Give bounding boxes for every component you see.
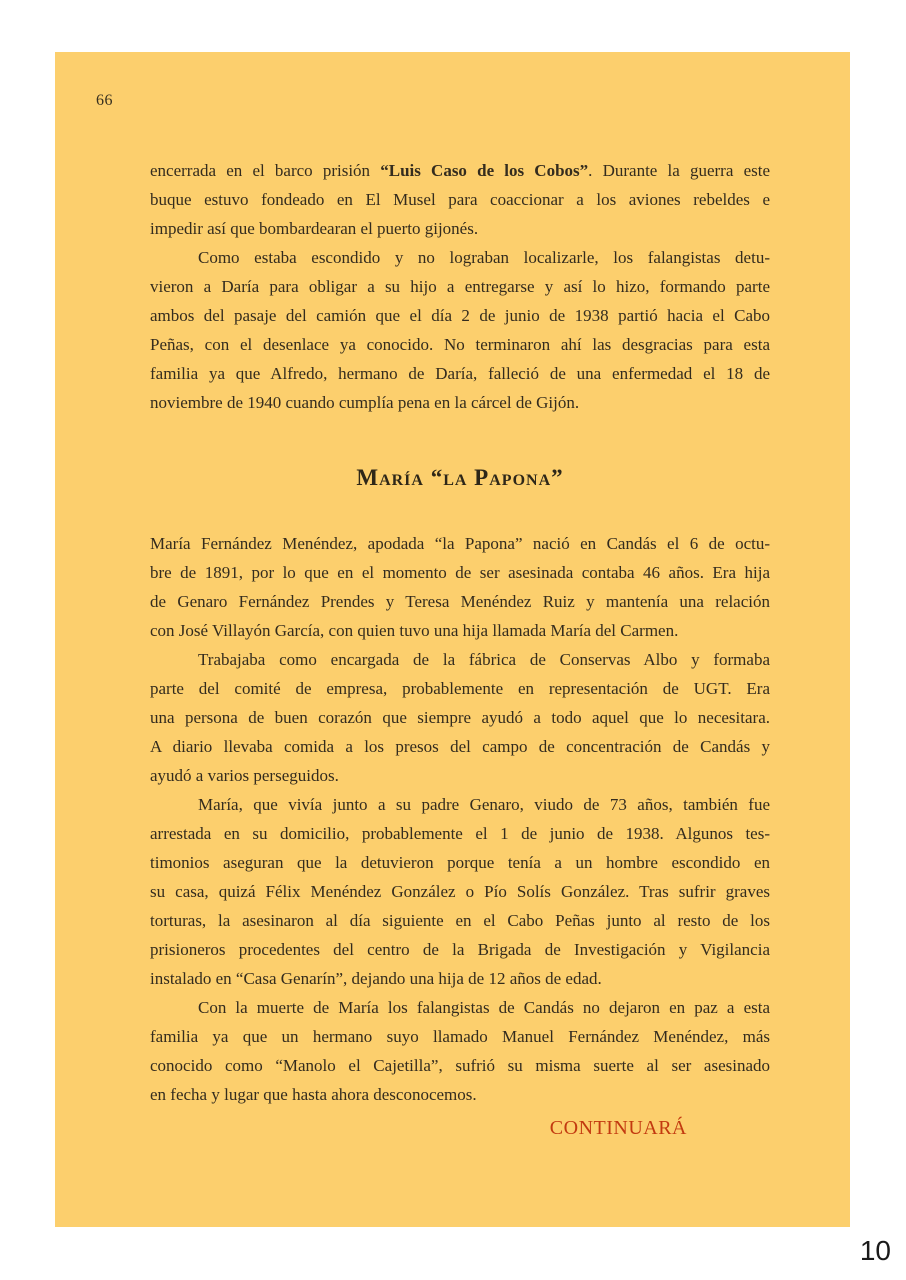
text-line: María Fernández Menéndez, apodada “la Papona” nació en Candás el 6 de octu- bbox=[150, 534, 770, 553]
text-line: Trabajaba como encargada de la fábrica de Conservas Albo y formaba bbox=[198, 650, 770, 669]
paragraph bbox=[150, 645, 770, 790]
text-line: timonios aseguran que la detuvieron porque tenía a un hombre escondido en bbox=[150, 853, 770, 872]
text-block bbox=[150, 156, 770, 1143]
text-line: instalado en “Casa Genarín”, dejando una hija de 12 años de edad. bbox=[150, 969, 602, 988]
text-segment: . Durante la guerra este bbox=[588, 161, 770, 180]
outer-page-number: 10 bbox=[859, 1235, 891, 1266]
page-number-folio: 66 bbox=[96, 92, 113, 109]
paragraph bbox=[150, 790, 770, 993]
text-line: noviembre de 1940 cuando cumplía pena en la cárcel de Gijón. bbox=[150, 393, 580, 412]
paragraph bbox=[150, 243, 770, 417]
paragraph bbox=[150, 529, 770, 645]
text-line: una persona de buen corazón que siempre ayudó a todo aquel que lo necesitara. bbox=[150, 708, 770, 727]
text-line: María, que vivía junto a su padre Genaro, viudo de 73 años, también fue bbox=[198, 795, 770, 814]
book-page-sheet bbox=[55, 52, 850, 1227]
text-line: bre de 1891, por lo que en el momento de ser asesinada contaba 46 años. Era hija bbox=[150, 563, 770, 582]
text-line: ambos del pasaje del camión que el día 2 de junio de 1938 partió hacia el Cabo bbox=[150, 306, 770, 325]
section-heading: María “la Papona” bbox=[356, 465, 564, 490]
text-line: A diario llevaba comida a los presos del campo de concentración de Candás y bbox=[150, 737, 770, 756]
text-line: arrestada en su domicilio, probablemente el 1 de junio de 1938. Algunos tes- bbox=[150, 824, 770, 843]
bold-text: “Luis Caso de los Cobos” bbox=[380, 161, 589, 180]
text-line: prisioneros procedentes del centro de la Brigada de Investigación y Vigilancia bbox=[150, 940, 770, 959]
text-line: su casa, quizá Félix Menéndez González o Pío Solís González. Tras sufrir graves bbox=[150, 882, 770, 901]
text-line: Como estaba escondido y no lograban localizarle, los falangistas detu- bbox=[198, 248, 770, 267]
text-line: impedir así que bombardearan el puerto gijonés. bbox=[150, 219, 479, 238]
text-segment: encerrada en el barco prisión bbox=[150, 161, 381, 180]
continuation-label: CONTINUARÁ bbox=[549, 1117, 687, 1139]
text-line: torturas, la asesinaron al día siguiente en el Cabo Peñas junto al resto de los bbox=[150, 911, 770, 930]
text-line: Peñas, con el desenlace ya conocido. No terminaron ahí las desgracias para esta bbox=[150, 335, 770, 354]
text-line: Con la muerte de María los falangistas de Candás no dejaron en paz a esta bbox=[198, 998, 770, 1017]
text-line: ayudó a varios perseguidos. bbox=[150, 766, 339, 785]
text-line: familia ya que un hermano suyo llamado Manuel Fernández Menéndez, más bbox=[150, 1027, 770, 1046]
text-line: conocido como “Manolo el Cajetilla”, sufrió su misma suerte al ser asesinado bbox=[150, 1056, 770, 1075]
text-line: en fecha y lugar que hasta ahora desconocemos. bbox=[150, 1085, 477, 1104]
text-line bbox=[150, 156, 770, 185]
text-line: con José Villayón García, con quien tuvo una hija llamada María del Carmen. bbox=[150, 621, 679, 640]
text-line: parte del comité de empresa, probablemente en representación de UGT. Era bbox=[150, 679, 770, 698]
text-line: de Genaro Fernández Prendes y Teresa Menéndez Ruiz y mantenía una relación bbox=[150, 592, 770, 611]
paragraph bbox=[150, 993, 770, 1109]
text-line: vieron a Daría para obligar a su hijo a entregarse y así lo hizo, formando parte bbox=[150, 277, 770, 296]
text-line: buque estuvo fondeado en El Musel para coaccionar a los aviones rebeldes e bbox=[150, 190, 770, 209]
text-line: familia ya que Alfredo, hermano de Daría, falleció de una enfermedad el 18 de bbox=[150, 364, 770, 383]
paragraph bbox=[150, 156, 770, 243]
